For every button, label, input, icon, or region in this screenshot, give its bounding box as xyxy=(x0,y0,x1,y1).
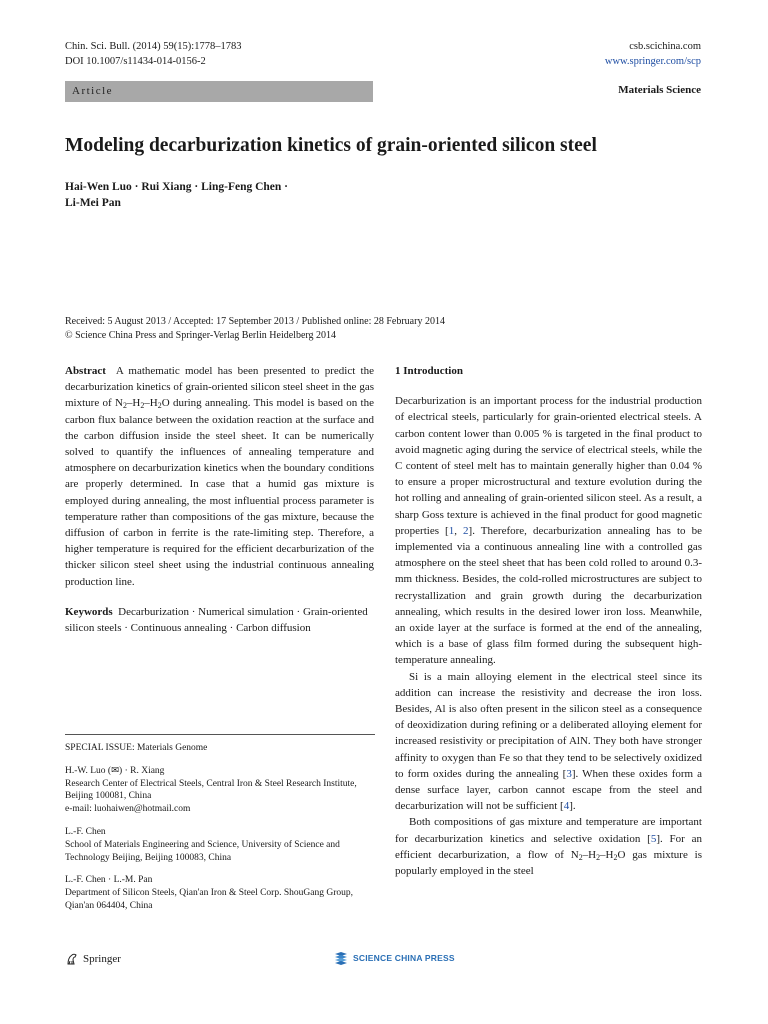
abstract-text-b: during annealing. This model is based on the carbon flux balance between the oxidation reaction at the surface and the carbon diffusion inside the steel sheet. It can be numerically solved to quantify the influences of annealing temperature and atmosphere on decarburization kinetics when the boundary conditions are properly determined. In case that a humid gas mixture is employed during annealing, the most influential process parameter is temperature rather than compositions of the gas mixture, because the diffusion of carbon in ferrite is the rate-limiting step. Therefore, a higher temperature is required for the efficient decarburization of the thicker silicon steel sheet using the industrial continuous annealing production line. xyxy=(65,397,374,588)
intro-paragraph-2 xyxy=(395,669,702,815)
keywords xyxy=(65,604,374,636)
authors xyxy=(65,179,365,211)
affiliation-1-names: H.-W. Luo (✉) · R. Xiang xyxy=(65,765,165,776)
authors-line-2: Li-Mei Pan xyxy=(65,197,121,209)
keywords-label: Keywords xyxy=(65,605,113,618)
affiliation-notes xyxy=(65,742,374,923)
springer-label: Springer xyxy=(83,953,121,965)
intro-paragraph-3: Both compositions of gas mixture and temperature are important for decarburization kinetics and selective oxidation [5]. For an efficient decarburization, a flow of $N_2-H_2-H_2O$ gas mixture is popularly employed in the steel xyxy=(395,816,703,878)
science-china-press-icon xyxy=(333,951,349,965)
affiliation-3-names: L.-F. Chen · L.-M. Pan xyxy=(65,875,153,886)
citation-5[interactable]: 5 xyxy=(650,832,657,845)
abstract: Abstract A mathematic model has been presented to predict the decarburization kinetics of grain-oriented silicon steel sheet in the gas mixture of $N_2-H_2-H_2O$ during annealing. This model is based on the carbon flux balance between the oxidation reaction at the surface and the carbon diffusion inside the steel sheet. It can be numerically solved to quantify the influences of annealing temperature and atmosphere on decarburization kinetics when the boundary conditions are properly determined. In case that a humid gas mixture is employed during annealing, the most influential process parameter is temperature rather than compositions of the gas mixture, because the diffusion of carbon in ferrite is the rate-limiting step. Therefore, a higher temperature is required for the efficient decarburization of the thicker silicon steel sheet using the industrial continuous annealing production line. xyxy=(65,365,374,588)
abstract-text-a: A mathematic model has been presented to predict the decarburization kinetics of grain-oriented silicon steel sheet in the gas mixture of N xyxy=(65,365,374,410)
special-issue: SPECIAL ISSUE: Materials Genome xyxy=(65,743,208,753)
subject-label: Materials Science xyxy=(618,84,701,96)
affiliation-1 xyxy=(65,765,374,816)
doi: DOI 10.1007/s11434-014-0156-2 xyxy=(65,56,206,67)
publication-dates xyxy=(65,315,705,343)
abstract-label: Abstract xyxy=(65,365,106,377)
article-type-bar: Article xyxy=(65,81,373,102)
authors-line-1: Hai-Wen Luo · Rui Xiang · Ling-Feng Chen · xyxy=(65,181,289,193)
citation-3[interactable]: 3 xyxy=(566,767,572,780)
right-column xyxy=(395,363,702,879)
affiliation-3 xyxy=(65,874,374,912)
journal-reference: Chin. Sci. Bull. (2014) 59(15):1778–1783 xyxy=(65,41,242,52)
science-china-press-label: SCIENCE CHINA PRESS xyxy=(353,953,455,963)
citation-1[interactable]: 1 xyxy=(448,524,455,537)
springer-horse-icon xyxy=(65,952,79,966)
intro-p2-a: Si is a main alloying element in the electrical steel since its addition can increase the resistivity and decrease the iron loss. Besides, Al is also often present in the silicon steel as a consequence of deoxidization during refining or a deliberated alloying element for increased resistivity or precipitation of AlN. They both have stronger affinity to oxygen than Fe so that they tend to be selectively oxidized to form oxides during the annealing [ xyxy=(395,670,702,780)
affiliation-2 xyxy=(65,826,374,864)
intro-p3-c: gas mixture is popularly employed in the steel xyxy=(395,848,702,878)
affiliation-1-email[interactable]: e-mail: luohaiwen@hotmail.com xyxy=(65,804,191,815)
springer-footer xyxy=(65,952,121,966)
keywords-text: Decarburization · Numerical simulation · Grain-oriented silicon steels · Continuous annealing · Carbon diffusion xyxy=(65,605,368,635)
intro-p3-a: Both compositions of gas mixture and temperature are important for decarburization kinetics and selective oxidation [ xyxy=(395,816,702,845)
affiliation-3-text: Department of Silicon Steels, Qian'an Iron & Steel Corp. ShouGang Group, Qian'an 064404, China xyxy=(65,888,353,911)
intro-paragraph-1: Decarburization is an important process for the industrial production of electrical steels, particularly for grain-oriented electrical steels. A carbon content lower than 0.005 % is targeted in the final product to avoid magnetic aging during the service of electrical steels, while the C content of steel melt has to maintain generally higher than 0.04 % to ensure a proper microstructural and texture evolution during the hot rolling and annealing of grain-oriented silicon steel. As a result, a sharp Goss texture is achieved in the final product for good magnetic properties [1, 2]. Therefore, decarburization annealing has to be implemented via a continuous annealing line with a controlled gas atmosphere on the steel sheet that has been cold rolled to around 0.3-mm thickness. Besides, the cold-rolled microstructures are subject to recrystallization and grain growth during the decarburization annealing, which results in the desired lower iron loss. Meanwhile, an oxide layer at the surface is formed at the end of the annealing, which is a base of glass film formed during the subsequent high-temperature annealing. xyxy=(395,395,702,667)
left-column xyxy=(65,363,374,636)
affiliation-2-names: L.-F. Chen xyxy=(65,826,106,837)
affiliation-1-text: Research Center of Electrical Steels, Central Iron & Steel Research Institute, Beijing 100081, China xyxy=(65,778,357,802)
springer-link[interactable]: www.springer.com/scp xyxy=(604,56,701,67)
intro-p3-b: ]. For an efficient decarburization, a flow of N xyxy=(395,832,703,861)
intro-p1-a: Decarburization is an important process for the industrial production of electrical steels, particularly for grain-oriented electrical steels. A carbon content lower than 0.005 % is targeted in the final product to avoid magnetic aging during the service of electrical steels, while the C content of steel melt has to maintain generally higher than 0.04 % to ensure a proper microstructural and texture evolution during the hot rolling and annealing of grain-oriented silicon steel. As a result, a sharp Goss texture is achieved in the final product for good magnetic properties [ xyxy=(395,395,702,537)
citation-4[interactable]: 4 xyxy=(563,800,570,813)
received-line: Received: 5 August 2013 / Accepted: 17 September 2013 / Published online: 28 February 2014 xyxy=(65,316,445,327)
citation-2[interactable]: 2 xyxy=(463,524,469,537)
intro-p2-c: ]. xyxy=(569,800,576,813)
journal-site[interactable]: csb.scichina.com xyxy=(629,41,701,52)
intro-p2-b: ]. When these oxides form a dense surface layer, carbon cannot escape from the steel and decarburization will not be sufficient [ xyxy=(395,767,702,813)
intro-p1-b: ]. Therefore, decarburization annealing has to be implemented via a continuous annealing line with a controlled gas atmosphere on the steel sheet that has been cold rolled to around 0.3-mm thickness. Besides, the cold-rolled microstructures are subject to recrystallization and grain growth during the decarburization annealing, which results in the desired lower iron loss. Meanwhile, an oxide layer at the surface is formed at the end of the annealing, which is a base of glass film formed during the subsequent high-temperature annealing. xyxy=(395,524,702,667)
paper-title: Modeling decarburization kinetics of grain-oriented silicon steel xyxy=(65,135,597,156)
footnote-divider xyxy=(65,734,375,735)
copyright-line: © Science China Press and Springer-Verlag Berlin Heidelberg 2014 xyxy=(65,330,337,341)
science-china-press-logo xyxy=(333,951,455,965)
section-heading-introduction: 1 Introduction xyxy=(395,365,463,377)
affiliation-2-text: School of Materials Engineering and Science, University of Science and Technology Beijing, Beijing 100083, China xyxy=(65,839,340,863)
